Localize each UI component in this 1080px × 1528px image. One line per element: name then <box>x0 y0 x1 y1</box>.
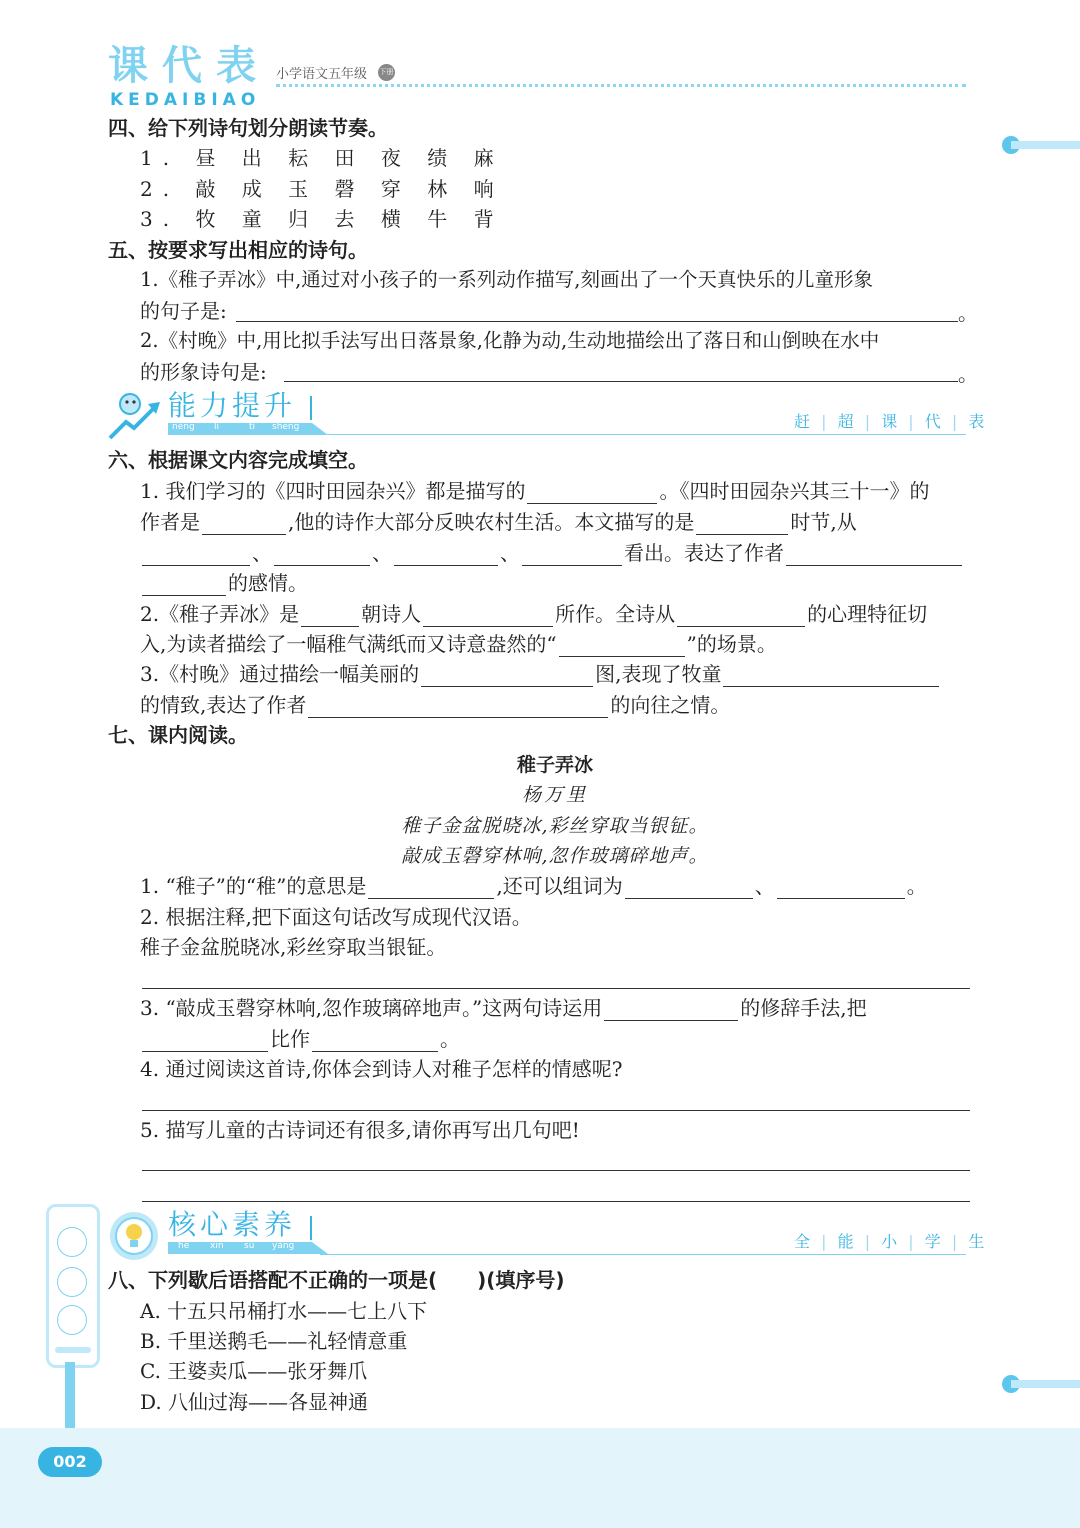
blank[interactable] <box>786 545 962 566</box>
s5-q2-line1: 2.《村晚》中,用比拟手法写出日落景象,化静为动,生动地描绘出了落日和山倒映在水中 <box>140 329 880 352</box>
s7-q5: 5. 描写儿童的古诗词还有很多,请你再写出几句吧! <box>140 1118 580 1142</box>
s6-q1-row1: 1. 我们学习的《四时田园杂兴》都是描写的 。《四时田园杂兴其三十一》的 <box>140 479 930 503</box>
right-char-1: 全 <box>794 1232 811 1251</box>
banner-core-bracket <box>310 1216 316 1240</box>
pinyin-4: shēng <box>272 422 300 432</box>
section-8-title: 八、下列歇后语搭配不正确的一项是( )(填序号) <box>108 1268 565 1292</box>
poem-title: 稚子弄冰 <box>516 754 593 776</box>
right-char-3: 小 <box>881 1232 898 1251</box>
brand-logo-text: 课代表 <box>108 43 270 89</box>
s7-q4: 4. 通过阅读这首诗,你体会到诗人对稚子怎样的情感呢? <box>140 1057 623 1081</box>
s7-q3-row1: 3. “敲成玉磬穿林响,忽作玻璃碎地声。”这两句诗运用 的修辞手法,把 <box>140 996 867 1020</box>
right-char-2: 超 <box>837 412 854 431</box>
banner-ability-underline <box>320 434 966 435</box>
right-char-1: 赶 <box>794 412 811 431</box>
poem-line-2: 敲成玉磬穿林响,忽作玻璃碎地声。 <box>401 845 709 867</box>
blank[interactable] <box>142 545 250 566</box>
right-char-4: 代 <box>924 412 941 431</box>
right-char-5: 表 <box>968 412 985 431</box>
page-number: 002 <box>53 1452 87 1471</box>
s6-q1-row4: 的感情。 <box>140 570 308 596</box>
s6-q1-row2: 作者是 ,他的诗作大部分反映农村生活。本文描写的是 时节,从 <box>140 510 857 534</box>
s6-q2-row2: 入,为读者描绘了一幅稚气满纸而又诗意盎然的“ ”的场景。 <box>140 632 777 656</box>
blank[interactable] <box>723 666 939 687</box>
right-char-4: 学 <box>924 1232 941 1251</box>
s6-q2-row1: 2.《稚子弄冰》是 朝诗人 所作。全诗从 的心理特征切 <box>140 602 928 626</box>
s8-option-c: C. 王婆卖瓜——张牙舞爪 <box>140 1359 368 1383</box>
s7-q1: 1. “稚子”的“稚”的意思是 ,还可以组词为 、 。 <box>140 874 927 898</box>
s4-item-1: 1. 昼 出 耘 田 夜 绩 麻 <box>140 146 504 170</box>
banner-core-title: 核心素养 <box>168 1208 297 1241</box>
blank[interactable] <box>301 606 359 627</box>
blank[interactable] <box>522 545 622 566</box>
s6-q1-row3: 、 、 、 看出。表达了作者 <box>140 540 964 566</box>
blank[interactable] <box>202 514 286 535</box>
traffic-light-decoration <box>46 1204 100 1368</box>
s5-q1-line2: 的句子是: <box>140 299 227 323</box>
header-dotted-rule <box>276 84 966 87</box>
page-number-badge <box>38 1447 102 1477</box>
blank[interactable] <box>559 636 685 657</box>
edge-tab-top <box>1002 136 1080 154</box>
s7-q2-sentence: 稚子金盆脱晓冰,彩丝穿取当银钲。 <box>140 935 447 959</box>
right-char-3: 课 <box>881 412 898 431</box>
blank[interactable] <box>527 483 657 504</box>
blank[interactable] <box>777 878 905 899</box>
s5-q2-end: 。 <box>958 362 978 386</box>
blank[interactable] <box>677 606 805 627</box>
s4-item-2: 2. 敲 成 玉 磬 穿 林 响 <box>140 177 504 201</box>
pinyin-4: yǎng <box>272 1241 295 1251</box>
poem-author: 杨万里 <box>521 784 588 806</box>
banner-ability-title: 能力提升 <box>168 389 297 422</box>
edge-tab-bottom <box>1002 1375 1080 1393</box>
blank[interactable] <box>604 1000 738 1021</box>
s6-q3-row2: 的情致,表达了作者 的向往之情。 <box>140 693 731 717</box>
blank[interactable] <box>274 545 370 566</box>
volume-badge: 下册 <box>378 64 395 81</box>
s8-option-d: D. 八仙过海——各显神通 <box>140 1390 369 1414</box>
s5-q2-answer-line[interactable] <box>284 381 958 382</box>
pinyin-1: néng <box>172 422 195 432</box>
section-5-title: 五、按要求写出相应的诗句。 <box>108 238 368 262</box>
s7-q5-answer-line-1[interactable] <box>142 1170 970 1171</box>
pinyin-2: xīn <box>210 1241 224 1251</box>
right-char-2: 能 <box>837 1232 854 1251</box>
right-char-5: 生 <box>968 1232 985 1251</box>
s6-q3-row1: 3.《村晚》通过描绘一幅美丽的 图,表现了牧童 <box>140 661 941 687</box>
banner-ability-bracket <box>310 396 316 420</box>
s5-q1-line1: 1.《稚子弄冰》中,通过对小孩子的一系列动作描写,刻画出了一个天真快乐的儿童形象 <box>140 268 874 291</box>
section-4-title: 四、给下列诗句划分朗读节奏。 <box>108 116 388 140</box>
traffic-light-pole <box>65 1362 75 1428</box>
pinyin-1: hé <box>178 1241 190 1251</box>
blank[interactable] <box>142 1031 268 1052</box>
mascot-arrow-icon <box>106 390 166 442</box>
poem-line-1: 稚子金盆脱晓冰,彩丝穿取当银钲。 <box>401 815 709 837</box>
blank[interactable] <box>308 697 608 718</box>
s8-option-b: B. 千里送鹅毛——礼轻情意重 <box>140 1329 408 1353</box>
blank[interactable] <box>696 514 788 535</box>
header-subtitle: 小学语文五年级 <box>276 67 368 82</box>
blank[interactable] <box>394 545 498 566</box>
footer-band <box>0 1428 1080 1528</box>
s5-q2-line2: 的形象诗句是: <box>140 360 267 384</box>
s7-q2: 2. 根据注释,把下面这句话改写成现代汉语。 <box>140 905 532 929</box>
blank[interactable] <box>142 575 226 596</box>
section-6-title: 六、根据课文内容完成填空。 <box>108 448 368 472</box>
s7-q3-row2: 比作 。 <box>140 1026 460 1052</box>
blank[interactable] <box>421 666 593 687</box>
blank[interactable] <box>312 1031 438 1052</box>
blank[interactable] <box>368 878 494 899</box>
blank[interactable] <box>423 606 553 627</box>
brand-pinyin: KEDAIBIAO <box>110 90 261 110</box>
pinyin-3: sù <box>244 1241 255 1251</box>
s4-item-3: 3. 牧 童 归 去 横 牛 背 <box>140 207 504 231</box>
banner-core-underline <box>320 1254 966 1255</box>
s7-q5-answer-line-2[interactable] <box>142 1201 970 1202</box>
pinyin-2: lì <box>214 422 220 432</box>
s8-option-a: A. 十五只吊桶打水——七上八下 <box>140 1299 428 1323</box>
pinyin-3: tí <box>249 422 256 432</box>
s7-q4-answer-line[interactable] <box>142 1110 970 1111</box>
s5-q1-end: 。 <box>958 301 978 325</box>
s5-q1-answer-line[interactable] <box>236 321 958 322</box>
banner-core-right: 全 | 能 | 小 | 学 | 生 <box>794 1232 985 1251</box>
banner-ability-right: 赶 | 超 | 课 | 代 | 表 <box>794 412 985 431</box>
section-7-title: 七、课内阅读。 <box>108 723 248 747</box>
s7-q2-answer-line[interactable] <box>142 988 970 989</box>
blank[interactable] <box>625 878 753 899</box>
lightbulb-icon <box>108 1210 160 1262</box>
